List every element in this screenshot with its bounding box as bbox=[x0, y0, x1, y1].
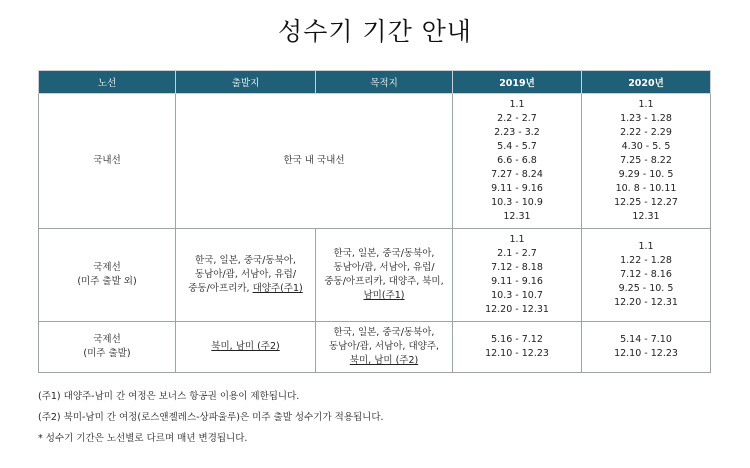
destination-cell bbox=[316, 229, 453, 322]
date-range: 12.10 - 12.23 bbox=[614, 348, 678, 359]
route-label: 국제선 bbox=[93, 262, 121, 273]
dates-2019-cell bbox=[453, 229, 582, 322]
table-header-row bbox=[39, 71, 711, 94]
date-range: 12.31 bbox=[503, 211, 531, 222]
date-range: 2.22 - 2.29 bbox=[620, 127, 672, 138]
date-range: 10.3 - 10.7 bbox=[491, 290, 543, 301]
footnote-1: (주1) 대양주-남미 간 여정은 보너스 항공권 이용이 제한됩니다. bbox=[38, 391, 300, 402]
page-title: 성수기 기간 안내 bbox=[278, 17, 472, 46]
destination-line: 동남아/괌, 서남아, 대양주, bbox=[328, 341, 440, 352]
destination-line: 한국, 일본, 중국/동북아, bbox=[333, 327, 435, 338]
route-cell bbox=[39, 229, 176, 322]
date-range: 2.1 - 2.7 bbox=[497, 248, 537, 259]
dates-2020-cell bbox=[582, 322, 711, 373]
date-range: 12.20 - 12.31 bbox=[614, 297, 678, 308]
dates-2019-cell bbox=[453, 94, 582, 229]
header-origin: 출발지 bbox=[176, 71, 316, 94]
date-range: 10. 8 - 10.11 bbox=[615, 183, 677, 194]
destination-cell bbox=[316, 322, 453, 373]
origin-line: 한국, 일본, 중국/동북아, bbox=[195, 255, 296, 266]
date-range: 2.23 - 3.2 bbox=[494, 127, 540, 138]
date-range: 1.1 bbox=[638, 99, 654, 110]
route-label: 국내선 bbox=[93, 155, 121, 166]
date-range: 2.2 - 2.7 bbox=[497, 113, 537, 124]
date-range: 12.10 - 12.23 bbox=[485, 348, 549, 359]
note-1-link[interactable]: 남미(주1) bbox=[363, 290, 405, 301]
date-range: 7.25 - 8.22 bbox=[620, 155, 672, 166]
date-range: 5.14 - 7.10 bbox=[620, 334, 672, 345]
date-range: 9.29 - 10. 5 bbox=[618, 169, 674, 180]
footnote-3: * 성수기 기간은 노선별로 다르며 매년 변경됩니다. bbox=[38, 433, 248, 444]
date-range: 9.11 - 9.16 bbox=[491, 276, 543, 287]
date-range: 6.6 - 6.8 bbox=[497, 155, 537, 166]
route-cell bbox=[39, 94, 176, 229]
date-range: 7.12 - 8.18 bbox=[491, 262, 543, 273]
note-2-link[interactable]: 북미, 남미 (주2) bbox=[349, 355, 419, 366]
date-range: 1.1 bbox=[509, 234, 525, 245]
date-range: 1.22 - 1.28 bbox=[620, 255, 672, 266]
date-range: 1.1 bbox=[509, 99, 525, 110]
date-range: 5.16 - 7.12 bbox=[491, 334, 543, 345]
origin-line: 동남아/괌, 서남아, 유럽/ bbox=[194, 269, 297, 280]
route-sublabel: (미주 출발) bbox=[83, 348, 131, 359]
dates-2020-cell bbox=[582, 229, 711, 322]
header-route: 노선 bbox=[39, 71, 176, 94]
route-cell bbox=[39, 322, 176, 373]
date-range: 4.30 - 5. 5 bbox=[621, 141, 671, 152]
route-label: 국제선 bbox=[93, 334, 121, 345]
dates-2020-cell bbox=[582, 94, 711, 229]
destination-line: 한국, 일본, 중국/동북아, bbox=[333, 248, 435, 259]
region-label: 한국 내 국내선 bbox=[283, 155, 345, 166]
table-row-americas bbox=[39, 322, 711, 373]
dates-2019-cell bbox=[453, 322, 582, 373]
date-range: 7.27 - 8.24 bbox=[491, 169, 543, 180]
date-range: 12.31 bbox=[632, 211, 660, 222]
origin-cell bbox=[176, 322, 316, 373]
date-range: 9.25 - 10. 5 bbox=[618, 283, 674, 294]
header-destination: 목적지 bbox=[316, 71, 453, 94]
note-1-link[interactable]: 대양주(주1) bbox=[252, 283, 303, 294]
date-range: 12.25 - 12.27 bbox=[614, 197, 678, 208]
note-2-link[interactable]: 북미, 남미 (주2) bbox=[211, 341, 280, 352]
table-row-international bbox=[39, 229, 711, 322]
region-cell bbox=[176, 94, 453, 229]
peak-season-table bbox=[38, 70, 711, 373]
date-range: 1.1 bbox=[638, 241, 654, 252]
destination-line: 중동/아프리카, 대양주, 북미, bbox=[324, 276, 444, 287]
destination-line: 동남아/괌, 서남아, 유럽/ bbox=[333, 262, 435, 273]
date-range: 5.4 - 5.7 bbox=[497, 141, 537, 152]
route-sublabel: (미주 출발 외) bbox=[77, 276, 137, 287]
date-range: 12.20 - 12.31 bbox=[485, 304, 549, 315]
footnote-2: (주2) 북미-남미 간 여정(로스앤젤레스-상파울루)은 미주 출발 성수기가 적용됩니다. bbox=[38, 412, 384, 423]
table-row-domestic bbox=[39, 94, 711, 229]
header-2020: 2020년 bbox=[582, 71, 711, 94]
origin-line bbox=[180, 282, 311, 296]
date-range: 7.12 - 8.16 bbox=[620, 269, 672, 280]
origin-cell bbox=[176, 229, 316, 322]
date-range: 1.23 - 1.28 bbox=[620, 113, 672, 124]
footnotes bbox=[38, 390, 384, 453]
origin-text: 중동/아프리카, bbox=[188, 283, 253, 294]
date-range: 10.3 - 10.9 bbox=[491, 197, 543, 208]
header-2019: 2019년 bbox=[453, 71, 582, 94]
date-range: 9.11 - 9.16 bbox=[491, 183, 543, 194]
